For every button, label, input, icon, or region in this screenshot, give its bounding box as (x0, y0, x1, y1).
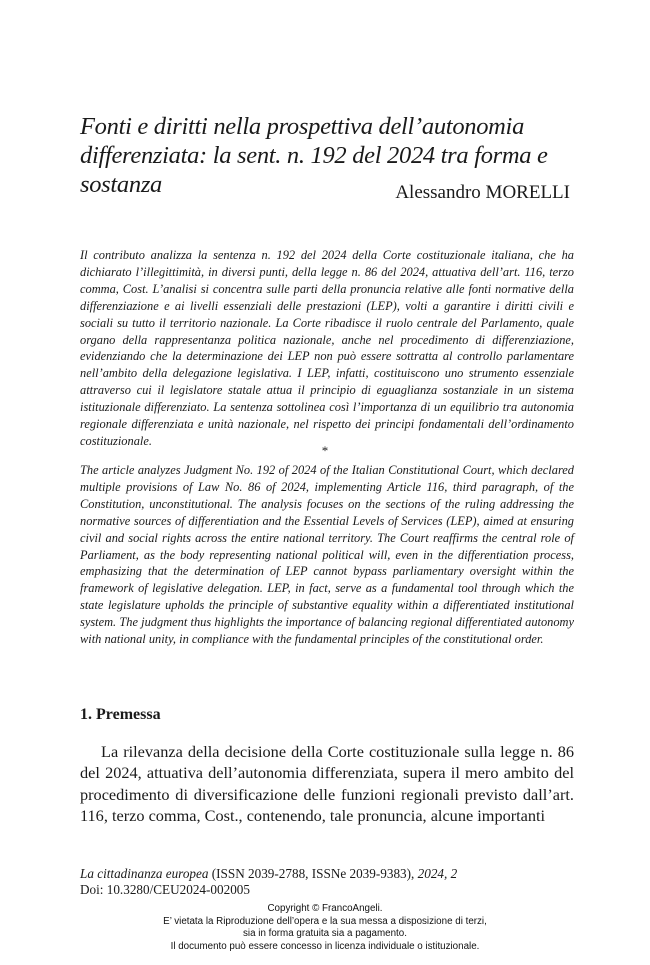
copyright-notice (0, 903, 650, 953)
copyright-line-3: sia in forma gratuita sia a pagamento. (243, 928, 407, 940)
abstract-english: The article analyzes Judgment No. 192 of 2024 of the Italian Constitutional Court, which declared multiple provisions of Law No. 86 of 2024, implementing Article 116, third paragraph, of the Constitution, unconstitutional. The analysis focuses on the sections of the ruling addressing the normative sources of differentiation and the Essential Levels of Services (LEP), aimed at ensuring civil and social rights across the entire national territory. The Court reaffirms the central role of Parliament, as the body representing national political will, even in the differentiation process, emphasizing that the determination of LEP cannot bypass parliamentary oversight within the framework of legislative delegation. LEP, in fact, serve as a fundamental tool through which the state legislature upholds the principle of substantive equality within a differentiated institutional system. The judgment thus highlights the importance of balancing regional differentiated autonomy with national unity, in compliance with the fundamental principles of the constitutional order. (80, 463, 574, 647)
journal-issn: (ISSN 2039-2788, ISSNe 2039-9383), (208, 866, 418, 881)
copyright-line-4: Il documento può essere concesso in licenza individuale o istituzionale. (170, 940, 480, 952)
section-body: La rilevanza della decisione della Corte costituzionale sulla legge n. 86 del 2024, attuativa dell’autonomia differenziata, supera il mero ambito del procedimento di diversificazione delle funzioni regionali previsto dall’art. 116, terzo comma, Cost., contenendo, tale pronuncia, alcune importanti (80, 742, 574, 825)
journal-issue: 2024, 2 (417, 866, 458, 881)
journal-citation (80, 866, 457, 882)
abstract-separator: * (321, 443, 329, 458)
copyright-line-1: Copyright © FrancoAngeli. (267, 903, 383, 914)
section-heading: 1. Premessa (80, 706, 161, 723)
journal-name: La cittadinanza europea (80, 866, 209, 881)
article-author: Alessandro MORELLI (395, 182, 570, 203)
copyright-line-2: E’ vietata la Riproduzione dell’opera e la sua messa a disposizione di terzi, (163, 915, 487, 927)
abstract-italian: Il contributo analizza la sentenza n. 192 del 2024 della Corte costituzionale italiana, che ha dichiarato l’illegittimità, in diversi punti, della legge n. 86 del 2024, attuativa dell’art. 116, terzo comma, Cost. L’analisi si concentra sulle parti della pronuncia relative alle fonti normative della differenziazione e ai livelli essenziali delle prestazioni (LEP), volti a garantire i diritti civili e sociali su tutto il territorio nazionale. La Corte ribadisce il ruolo centrale del Parlamento, quale organo della rappresentanza politica nazionale, anche nel procedimento di differenziazione, evidenziando che la determinazione dei LEP non può essere sottratta al controllo parlamentare nell’ambito della delegazione legislativa. I LEP, infatti, costituiscono uno strumento essenziale attraverso cui il legislatore statale attua il principio di eguaglianza sostanziale in un sistema istituzionale differenziato. La sentenza sottolinea così l’importanza di un equilibrio tra autonomia regionale differenziata e unità nazionale, nel rispetto dei principi fondamentali dell’ordinamento costituzionale. (80, 248, 574, 448)
article-title: Fonti e diritti nella prospettiva dell’autonomia differenziata: la sent. n. 192 del 2024 tra forma e sostanza (80, 113, 548, 198)
doi-line: Doi: 10.3280/CEU2024-002005 (80, 882, 250, 897)
